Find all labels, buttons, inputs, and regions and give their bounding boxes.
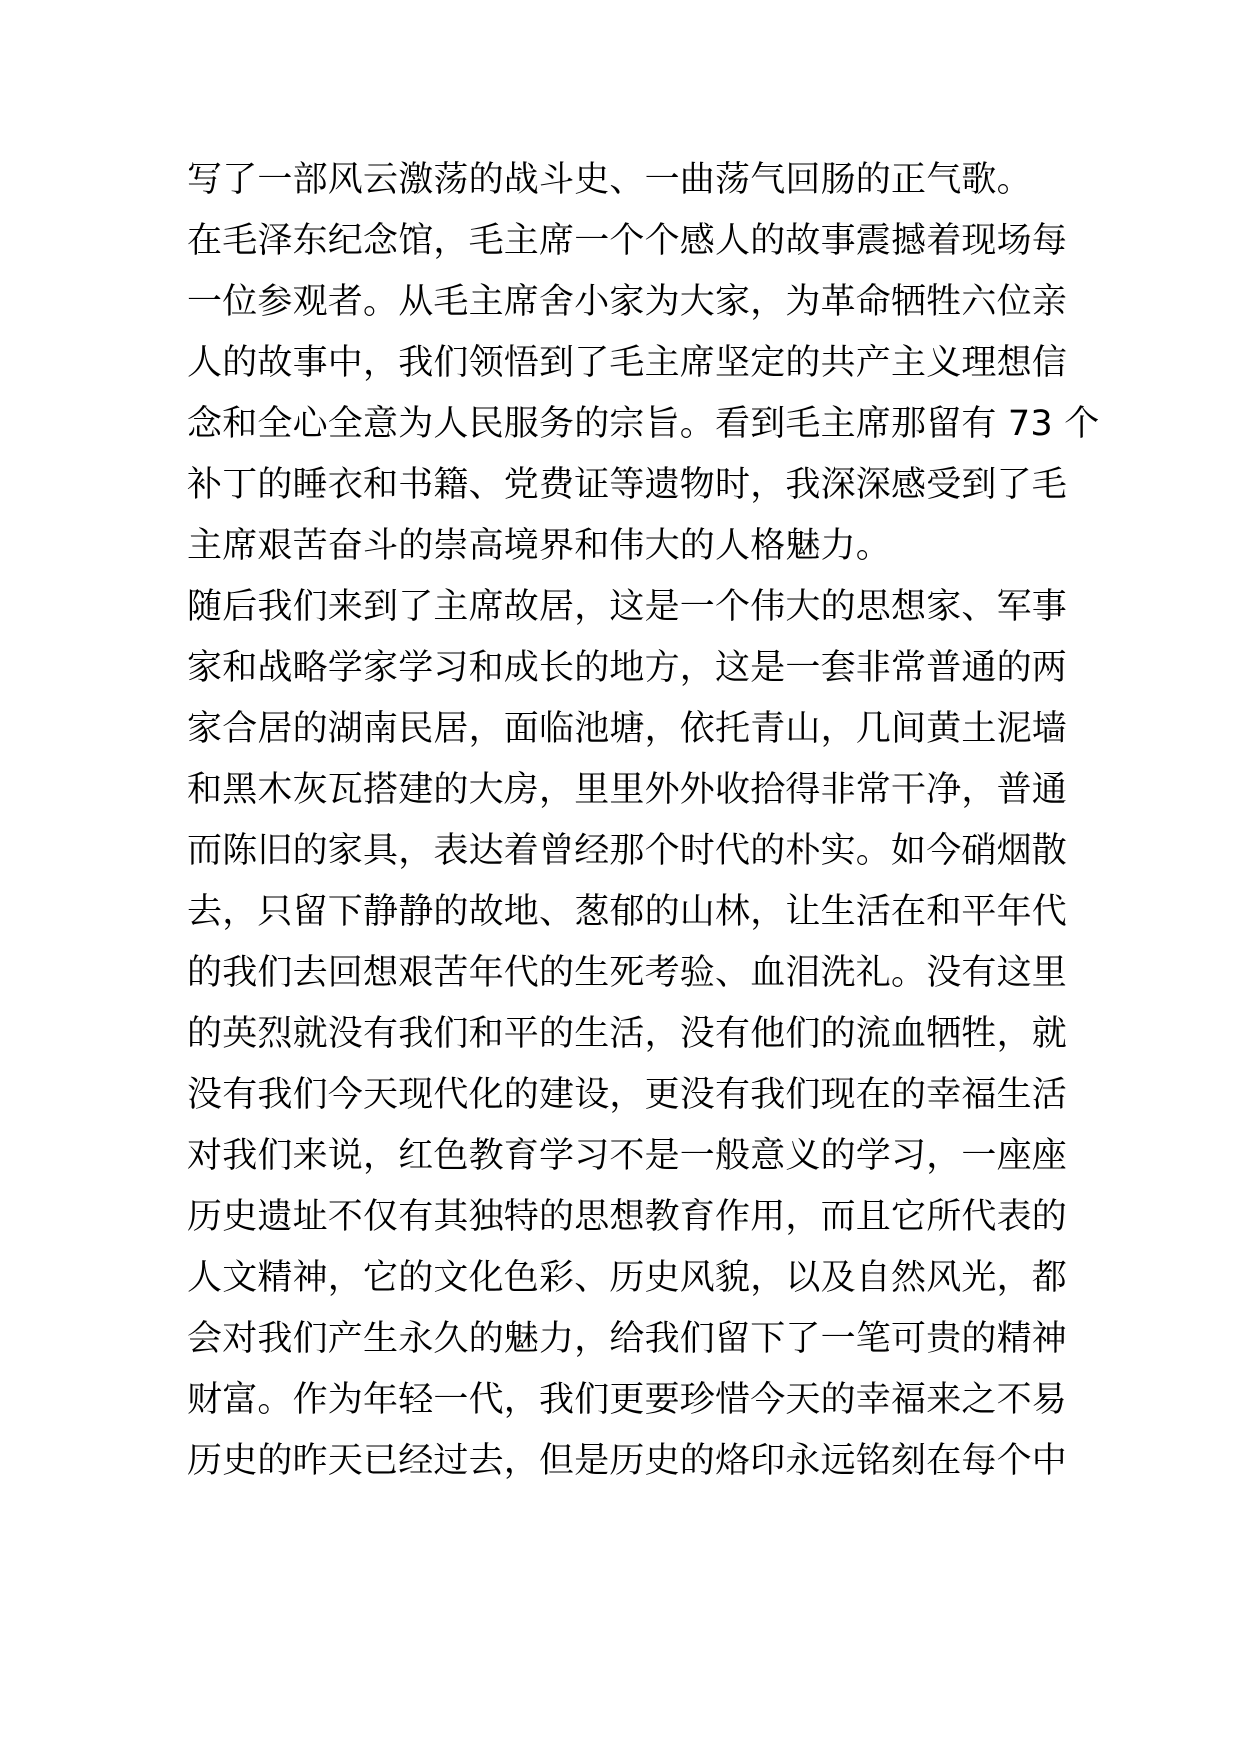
text-line-21: 财富。作为年轻一代，我们更要珍惜今天的幸福来之不易 [187, 1380, 1068, 1420]
text-line-10: 家合居的湖南民居，面临池塘，依托青山，几间黄土泥墙 [187, 709, 1068, 749]
text-line-11: 和黑木灰瓦搭建的大房，里里外外收拾得非常干净，普通 [187, 770, 1068, 810]
text-line-3: 一位参观者。从毛主席舍小家为大家，为革命牺牲六位亲 [187, 282, 1068, 322]
text-line-8: 随后我们来到了主席故居，这是一个伟大的思想家、军事 [187, 587, 1068, 627]
text-line-13: 去，只留下静静的故地、葱郁的山林，让生活在和平年代 [187, 892, 1068, 932]
text-line-17: 对我们来说，红色教育学习不是一般意义的学习，一座座 [187, 1136, 1068, 1176]
text-line-4: 人的故事中，我们领悟到了毛主席坚定的共产主义理想信 [187, 343, 1068, 383]
text-line-2: 在毛泽东纪念馆，毛主席一个个感人的故事震撼着现场每 [187, 221, 1068, 261]
text-line-9: 家和战略学家学习和成长的地方，这是一套非常普通的两 [187, 648, 1068, 688]
text-line-22: 历史的昨天已经过去，但是历史的烙印永远铭刻在每个中 [187, 1441, 1068, 1481]
text-line-5: 念和全心全意为人民服务的宗旨。看到毛主席那留有 73 个 [187, 404, 1100, 444]
text-line-16: 没有我们今天现代化的建设，更没有我们现在的幸福生活 [187, 1075, 1068, 1115]
text-line-20: 会对我们产生永久的魅力，给我们留下了一笔可贵的精神 [187, 1319, 1068, 1359]
text-line-1: 写了一部风云激荡的战斗史、一曲荡气回肠的正气歌。 [187, 160, 1032, 200]
text-line-15: 的英烈就没有我们和平的生活，没有他们的流血牺牲，就 [187, 1014, 1068, 1054]
text-line-12: 而陈旧的家具，表达着曾经那个时代的朴实。如今硝烟散 [187, 831, 1068, 871]
text-line-7: 主席艰苦奋斗的崇高境界和伟大的人格魅力。 [187, 526, 892, 566]
text-line-18: 历史遗址不仅有其独特的思想教育作用，而且它所代表的 [187, 1197, 1068, 1237]
text-line-19: 人文精神，它的文化色彩、历史风貌，以及自然风光，都 [187, 1258, 1068, 1298]
text-line-6: 补丁的睡衣和书籍、党费证等遗物时，我深深感受到了毛 [187, 465, 1068, 505]
text-line-14: 的我们去回想艰苦年代的生死考验、血泪洗礼。没有这里 [187, 953, 1068, 993]
